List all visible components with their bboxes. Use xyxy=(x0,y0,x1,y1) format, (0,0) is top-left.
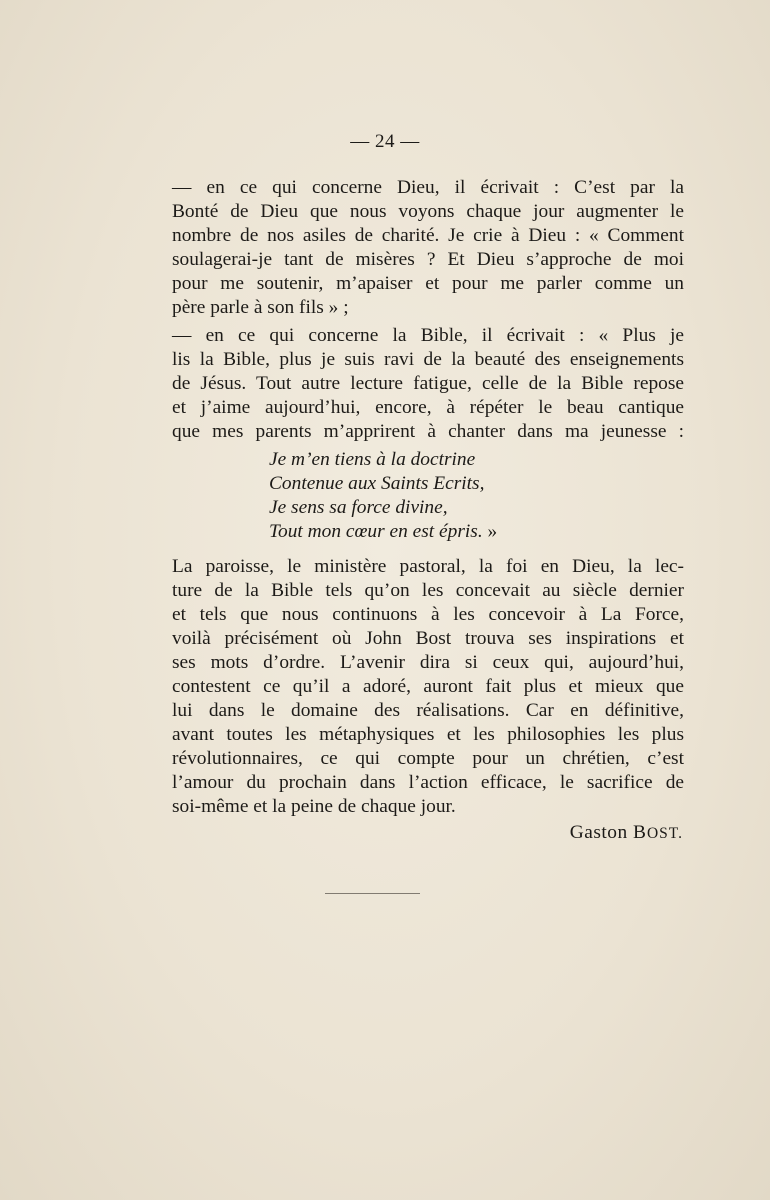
paragraph-bible xyxy=(172,324,684,444)
text-line: révolutionnaires, ce qui compte pour un chrétien, c’est xyxy=(172,748,684,769)
text-line: contestent ce qu’il a adoré, auront fait plus et mieux que xyxy=(172,676,684,697)
signature-last-name-initial: B xyxy=(633,822,647,843)
text-line: et j’aime aujourd’hui, encore, à répéter le beau cantique xyxy=(172,397,684,418)
text-line: que mes parents m’apprirent à chanter dans ma jeunesse : xyxy=(172,421,684,442)
poem-last-line: Tout mon cœur en est épris. xyxy=(269,521,483,542)
text-line: — en ce qui concerne la Bible, il écrivait : « Plus je xyxy=(172,325,684,346)
text-line: La paroisse, le ministère pastoral, la foi en Dieu, la lec- xyxy=(172,556,684,577)
text-line: lui dans le domaine des réalisations. Car en définitive, xyxy=(172,700,684,721)
body-text xyxy=(172,176,684,819)
poem-line: Contenue aux Saints Ecrits, xyxy=(269,473,485,494)
text-line: et tels que nous continuons à les concevoir à La Force, xyxy=(172,604,684,625)
poem-line: Je sens sa force divine, xyxy=(269,497,448,518)
text-line: de Jésus. Tout autre lecture fatigue, celle de la Bible repose xyxy=(172,373,684,394)
text-line: ture de la Bible tels qu’on les concevait au siècle dernier xyxy=(172,580,684,601)
text-line: avant toutes les métaphysiques et les philosophies les plus xyxy=(172,724,684,745)
page-number: — 24 — xyxy=(350,131,420,152)
author-signature xyxy=(570,822,683,844)
text-line: père parle à son fils » ; xyxy=(172,297,349,318)
text-line: ses mots d’ordre. L’avenir dira si ceux qui, aujourd’hui, xyxy=(172,652,684,673)
signature-last-name xyxy=(633,822,683,843)
poem-line xyxy=(269,520,684,544)
text-line: voilà précisément où John Bost trouva ses inspirations et xyxy=(172,628,684,649)
text-line: lis la Bible, plus je suis ravi de la beauté des enseignements xyxy=(172,349,684,370)
signature-first-name: Gaston xyxy=(569,822,634,843)
text-line: pour me soutenir, m’apaiser et pour me parler comme un xyxy=(172,273,684,294)
text-line: — en ce qui concerne Dieu, il écrivait : C’est par la xyxy=(172,177,684,198)
text-line: l’amour du prochain dans l’action efficace, le sacrifice de xyxy=(172,772,684,793)
text-line: Bonté de Dieu que nous voyons chaque jour augmenter le xyxy=(172,201,684,222)
text-line: nombre de nos asiles de charité. Je crie à Dieu : « Comment xyxy=(172,225,684,246)
text-line: soulagerai-je tant de misères ? Et Dieu s’approche de moi xyxy=(172,249,684,270)
signature-last-name-rest: OST. xyxy=(646,825,683,842)
paragraph-dieu xyxy=(172,176,684,320)
bleed-through-rule xyxy=(325,893,420,894)
paragraph-conclusion xyxy=(172,555,684,819)
hymn-quote xyxy=(269,448,684,544)
poem-line: Je m’en tiens à la doctrine xyxy=(269,449,476,470)
closing-quote: » xyxy=(482,521,498,542)
text-line: soi-même et la peine de chaque jour. xyxy=(172,796,456,817)
